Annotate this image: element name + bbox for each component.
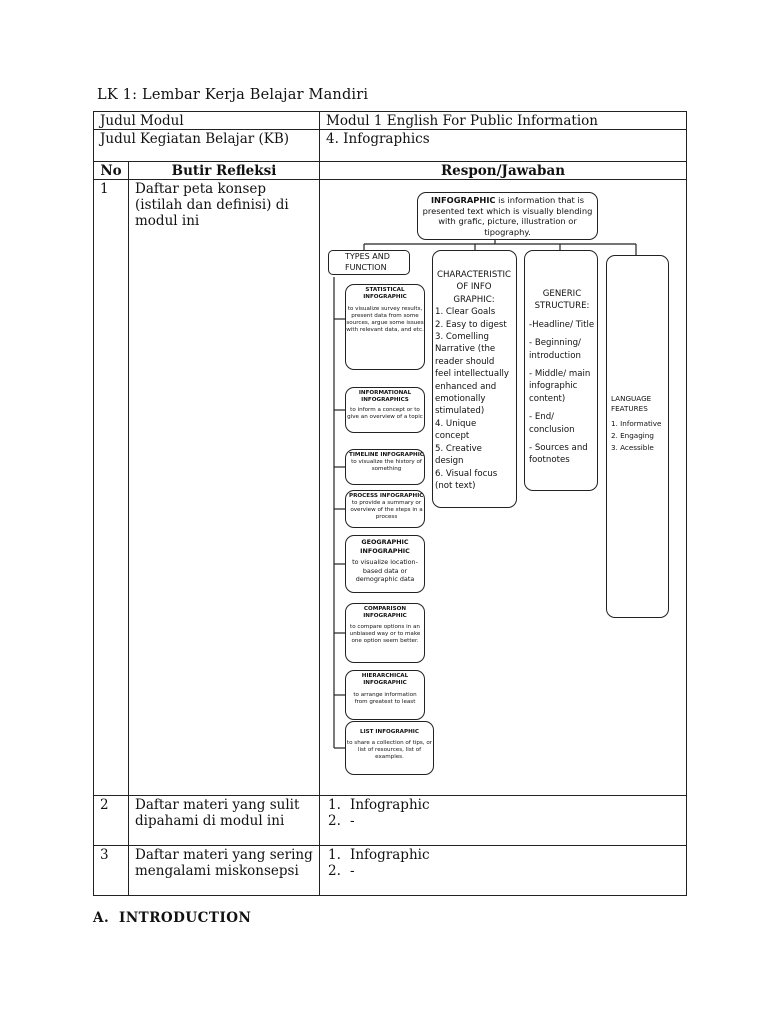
kb-value: 4. Infographics <box>320 130 687 162</box>
characteristic-box: CHARACTERISTIC OF INFO GRAPHIC: 1. Clear Goals 2. Easy to digest 3. Comelling Narrative (the reader should feel intellectually enhanced and emotionally stimulated) 4. Unique concept 5. Creative design 6. Visual focus (not text) <box>432 250 517 508</box>
list-item: 1. Infographic <box>328 797 430 813</box>
type-statistical: STATISTICAL INFOGRAPHIC to visualize survey results, present data from some sources, argue some issues with relevant data, and etc. <box>345 284 425 370</box>
row-butir: Daftar peta konsep (istilah dan definisi) di modul ini <box>129 180 320 796</box>
row-response <box>320 846 687 896</box>
list-item: - Middle/ main infographic content) <box>529 369 591 404</box>
list-item: 1. Infographic <box>328 847 430 863</box>
table-row <box>94 796 687 846</box>
kb-row <box>94 130 687 162</box>
row-response <box>320 796 687 846</box>
header-respon: Respon/Jawaban <box>320 162 687 180</box>
kb-label: Judul Kegiatan Belajar (KB) <box>94 130 320 162</box>
list-item: 5. Creative design <box>435 443 482 467</box>
generic-structure-box: GENERIC STRUCTURE: -Headline/ Title - Beginning/ introduction - Middle/ main infographic content) - End/ conclusion - Sources and footnotes <box>524 250 598 491</box>
concept-map <box>320 180 686 792</box>
modul-label: Judul Modul <box>94 112 320 130</box>
type-comparison: COMPARISON INFOGRAPHIC to compare options in an unbiased way or to make one option seem better. <box>345 603 425 663</box>
type-geographic: GEOGRAPHIC INFOGRAPHIC to visualize location-based data or demographic data <box>345 535 425 593</box>
type-informational: INFORMATIONAL INFOGRAPHICS to inform a concept or to give an overview of a topic <box>345 387 425 433</box>
language-features-box: LANGUAGE FEATURES 1. Informative 2. Engaging 3. Acessible <box>606 255 669 618</box>
list-item: - Beginning/ introduction <box>529 338 581 361</box>
row-number: 2 <box>94 796 129 846</box>
row-butir: Daftar materi yang sering mengalami miskonsepsi <box>129 846 320 896</box>
list-item: 2. - <box>328 813 355 829</box>
list-item: 4. Unique concept <box>435 418 477 442</box>
row-number: 1 <box>94 180 129 796</box>
list-item: 3. Acessible <box>611 443 654 453</box>
list-item: 3. Comelling Narrative (the reader should feel intellectually enhanced and emotionally stimulated) <box>435 332 509 417</box>
list-item: -Headline/ Title <box>529 319 595 330</box>
list-item: 2. Easy to digest <box>435 319 507 330</box>
header-no: No <box>94 162 129 180</box>
list-item: 1. Clear Goals <box>435 307 496 318</box>
table-row <box>94 846 687 896</box>
list-item: 2. - <box>328 863 355 879</box>
type-list: LIST INFOGRAPHIC to share a collection of tips, or list of resources, list of examples. <box>345 721 434 775</box>
list-item: 2. Engaging <box>611 431 654 441</box>
list-item: - Sources and footnotes <box>529 443 588 466</box>
infographic-definition-box: INFOGRAPHIC is information that is presented text which is visually blending with grafic, picture, illustration or tipography. <box>417 192 598 240</box>
row-number: 3 <box>94 846 129 896</box>
type-process: PROCESS INFOGRAPHIC to provide a summary or overview of the steps in a process <box>345 490 425 528</box>
type-timeline: TIMELINE INFOGRAPHIC to visualize the history of something <box>345 449 425 485</box>
list-item: 6. Visual focus (not text) <box>435 468 498 491</box>
type-hierarchical: HIERARCHICAL INFOGRAPHIC to arrange information from greatest to least <box>345 670 425 720</box>
row-butir: Daftar materi yang sulit dipahami di modul ini <box>129 796 320 846</box>
types-function-box: TYPES AND FUNCTION <box>328 250 410 275</box>
header-butir: Butir Refleksi <box>129 162 320 180</box>
list-item: - End/ conclusion <box>529 412 575 435</box>
section-heading: A. INTRODUCTION <box>93 910 252 926</box>
header-row <box>94 162 687 180</box>
modul-value: Modul 1 English For Public Information <box>320 112 687 130</box>
page-title: LK 1: Lembar Kerja Belajar Mandiri <box>97 87 369 103</box>
list-item: 1. Informative <box>611 419 662 428</box>
modul-row <box>94 112 687 130</box>
